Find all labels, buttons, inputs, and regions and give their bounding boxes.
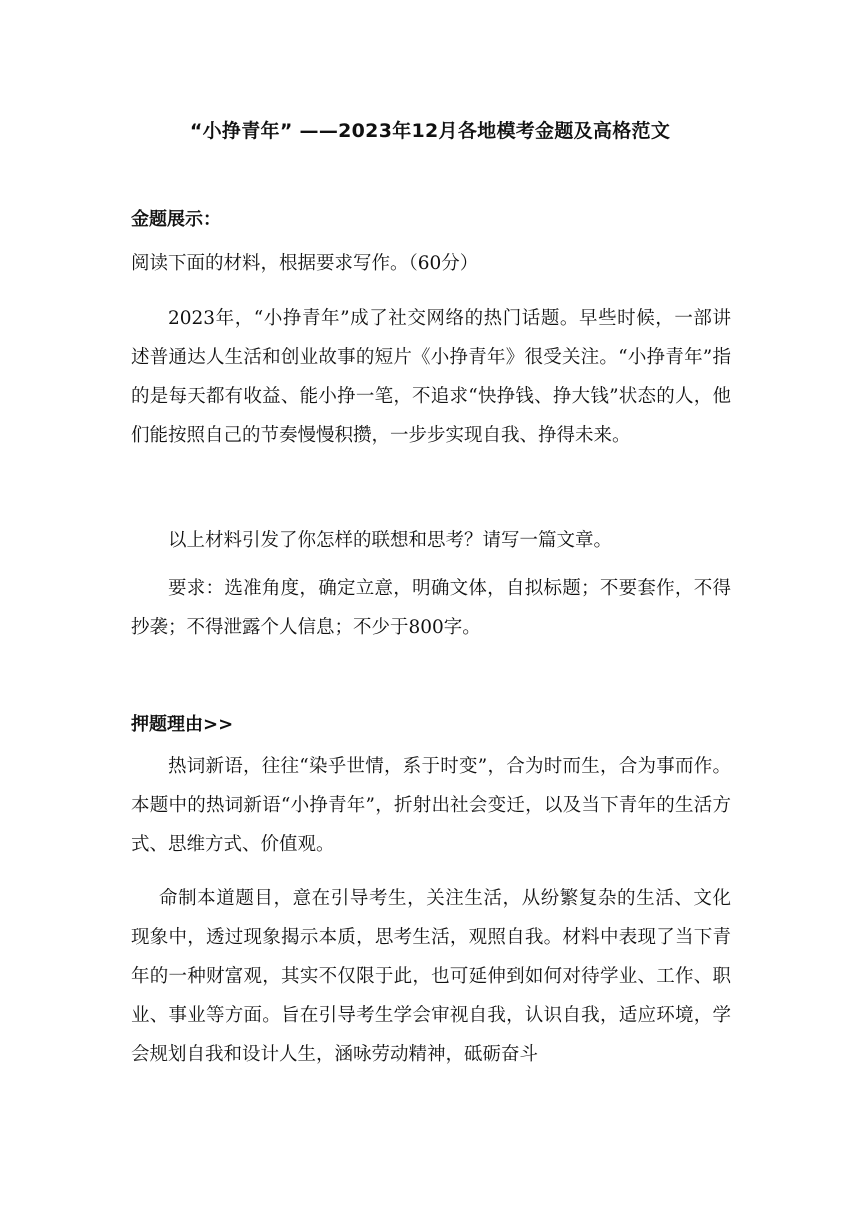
rationale-paragraph-2: 命制本道题目，意在引导考生，关注生活，从纷繁复杂的生活、文化现象中，透过现象揭示本质，思考生活，观照自我。材料中表现了当下青年的一种财富观，其实不仅限于此，也可延伸到如何对待学业、工作、职业、事业等方面。旨在引导考生学会审视自我，认识自我，适应环境，学会规划自我和设计人生，涵咏劳动精神，砥砺奋斗 bbox=[131, 888, 731, 1065]
section-heading-rationale: 押题理由>> bbox=[131, 714, 234, 735]
rationale-paragraph-1: 热词新语，往往“染乎世情，系于时变”，合为时而生，合为事而作。本题中的热词新语“小挣青年”，折射出社会变迁，以及当下青年的生活方式、思维方式、价值观。 bbox=[131, 756, 731, 855]
question-intro: 阅读下面的材料，根据要求写作。（60分） bbox=[131, 253, 479, 274]
question-requirements: 要求：选准角度，确定立意，明确文体，自拟标题；不要套作，不得抄袭；不得泄露个人信息；不少于800字。 bbox=[131, 578, 731, 638]
question-material: 2023年，“小挣青年”成了社交网络的热门话题。早些时候，一部讲述普通达人生活和创业故事的短片《小挣青年》很受关注。“小挣青年”指的是每天都有收益、能小挣一笔，不追求“快挣钱、挣大钱”状态的人，他们能按照自己的节奏慢慢积攒，一步步实现自我、挣得未来。 bbox=[131, 308, 731, 446]
section-heading-exam-question: 金题展示： bbox=[131, 209, 221, 230]
document-title: “小挣青年” ——2023年12月各地模考金题及高格范文 bbox=[189, 120, 671, 142]
question-prompt: 以上材料引发了你怎样的联想和思考？请写一篇文章。 bbox=[168, 530, 613, 551]
